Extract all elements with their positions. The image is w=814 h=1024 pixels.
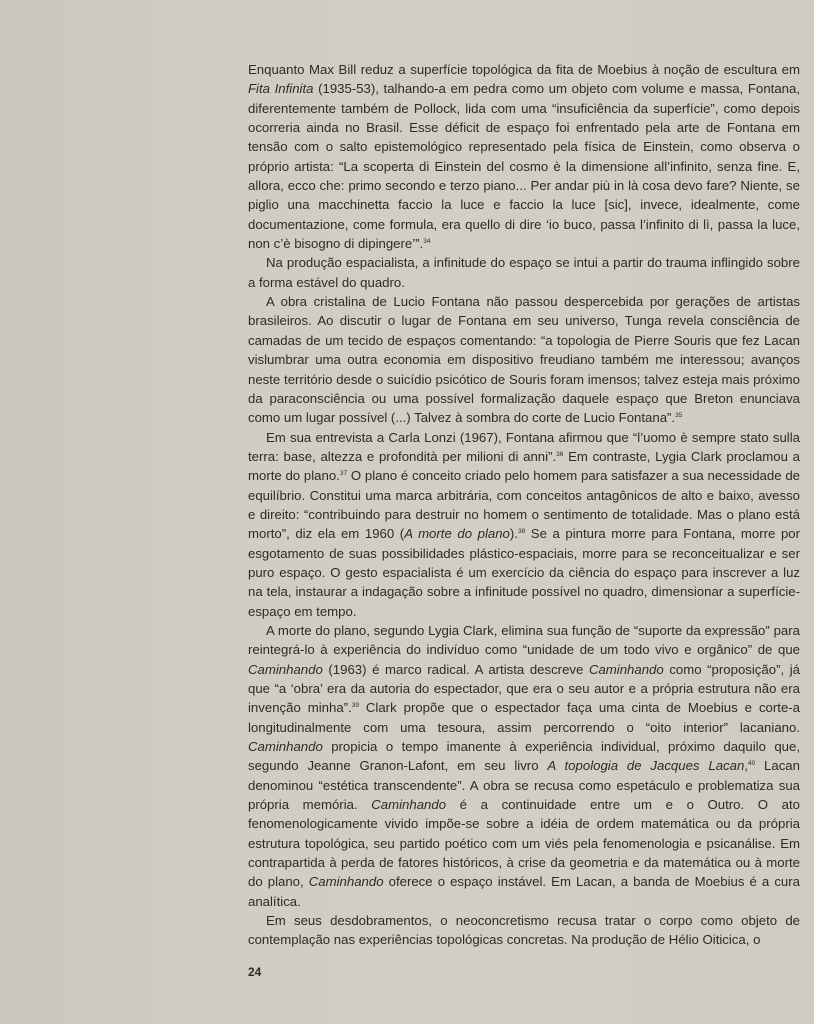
italic-title: Caminhando: [248, 739, 323, 755]
italic-title: Caminhando: [588, 661, 664, 677]
text-run: como “proposição”, já que “a ‘obra’ era da autoria do espectador, que era o seu autor e a própria estrutura não era invenção minha”.: [248, 661, 800, 716]
text-run: (1963) é marco radical. A artista descreve: [322, 661, 589, 677]
text-run: oferece o espaço instável. Em Lacan, a banda de Moebius é a cura analítica.: [248, 874, 800, 909]
text-run: Em contraste, Lygia Clark proclamou a morte do plano.: [248, 448, 801, 484]
footnote-ref: 40: [747, 760, 756, 768]
paragraph: [248, 292, 800, 427]
text-run: é a continuidade entre um e o Outro. O ato fenomenologicamente vivido impõe-se sobre a idéia de ordem matemática ou da própria estrutura topológica, seu partido poético com um viés pela fenomenologia e psicanálise. Em contrapartida à perda de fatores históricos, à crise da geometria e da matemática ou à morte do plano,: [248, 797, 800, 890]
body-text: [248, 60, 800, 950]
footnote-ref: 34: [423, 238, 431, 246]
text-run: Enquanto Max Bill reduz a superfície topológica da fita de Moebius à noção de escultura em: [248, 62, 800, 77]
text-run: propicia o tempo imanente à experiência individual, próximo daquilo que, segundo Jeanne Granon-Lafont, em seu livro: [248, 739, 800, 774]
italic-title: A topologia de Jacques Lacan: [547, 758, 745, 774]
italic-title: Caminhando: [308, 874, 384, 890]
italic-title: Fita Infinita: [248, 81, 314, 97]
text-run: (1935-53), talhando-a em pedra como um objeto com volume e massa, Fontana, diferentemente também de Pollock, lida com uma “insuficiência da superfície”, como depois ocorreria ainda no Brasil. Esse déficit de espaço foi enfrentado pela arte de Fontana em tensão com o salto epistemológico representado pela física de Einstein, como observa o próprio artista: “La scoperta di Einstein del cosmo è la dimensione all’infinito, senza fine. E, allora, ecco che: primo secondo e terzo piano... Per andar più in là cosa devo fare? Niente, se piglio una macchinetta faccio la luce e faccio la luce [sic], invece, idealmente, come documentazione, come formula, era quello di dire ‘io buco, passa l’infinito di lì, passa la luce, non c’è bisogno di dipingere’”.: [248, 81, 800, 252]
footnote-ref: 37: [339, 470, 348, 478]
italic-title: A morte do plano: [404, 526, 510, 542]
text-run: Se a pintura morre para Fontana, morre por esgotamento de suas possibilidades plástico-espaciais, morre para se reconceitualizar e ser puro espaço. O gesto espacialista é um exercício da ciência do espaço para inscrever a luz na tela, instaurar a indagação sobre a infinitude possível no quadro, dimensionar a superfície-espaço em tempo.: [248, 526, 801, 619]
footnote-ref: 39: [351, 702, 359, 710]
text-run: Em seus desdobramentos, o neoconcretismo recusa tratar o corpo como objeto de contemplação nas experiências topológicas concretas. Na produção de Hélio Oiticica, o: [248, 913, 800, 948]
text-run: Em sua entrevista a Carla Lonzi (1967), Fontana afirmou que “l’uomo è sempre stato sulla terra: base, altezza e profondità per milioni di anni”.: [248, 429, 800, 464]
text-run: A obra cristalina de Lucio Fontana não passou despercebida por gerações de artistas brasileiros. Ao discutir o lugar de Fontana em seu universo, Tunga revela consciência de camadas de um tecido de espaços comentando: “a topologia de Pierre Souris que fez Lacan vislumbrar uma outra economia em dispositivo freudiano também me interessou; avanços neste território desde o suicídio psicótico de Souris foram imensos; talvez esteja mais próximo da paraconsciência ou uma possível formalização daquele espaço que Breton enunciava como um lugar possível (...) Talvez à sombra do corte de Lucio Fontana”.: [248, 294, 800, 426]
paragraph: [248, 60, 800, 253]
text-run: Lacan denominou “estética transcendente”. A obra se recusa como espetáculo e problematiza sua própria memória.: [248, 758, 800, 813]
paragraph: [248, 621, 800, 911]
page-number: 24: [248, 965, 262, 979]
italic-title: Caminhando: [248, 661, 323, 677]
footnote-ref: 35: [675, 412, 683, 420]
text-run: A morte do plano, segundo Lygia Clark, elimina sua função de “suporte da expressão” para reintegrá-lo à experiência do indivíduo como “unidade de um todo vivo e orgânico” de que: [248, 622, 800, 658]
footnote-ref: 36: [556, 450, 564, 458]
text-run: Clark propõe que o espectador faça uma cinta de Moebius e corte-a longitudinalmente com uma tesoura, assim percorrendo o “oito interior” lacaniano.: [248, 700, 801, 735]
text-run: Na produção espacialista, a infinitude do espaço se intui a partir do trauma inflingido sobre a forma estável do quadro.: [248, 255, 800, 290]
text-run: ).: [509, 526, 518, 542]
paragraph: [248, 253, 800, 292]
paragraph: [248, 911, 800, 950]
text-run: O plano é conceito criado pelo homem para satisfazer a sua necessidade de equilíbrio. Constitui uma marca arbitrária, com conceitos antagônicos de alto e baixo, avesso e direito: “contribuindo para destruir no homem o sentimento de totalidade. Mas o plano está morto”, diz ela em 1960 (: [248, 468, 800, 542]
paragraph: [248, 428, 800, 621]
footnote-ref: 38: [517, 528, 526, 536]
text-run: ,: [744, 758, 748, 774]
italic-title: Caminhando: [371, 797, 447, 813]
